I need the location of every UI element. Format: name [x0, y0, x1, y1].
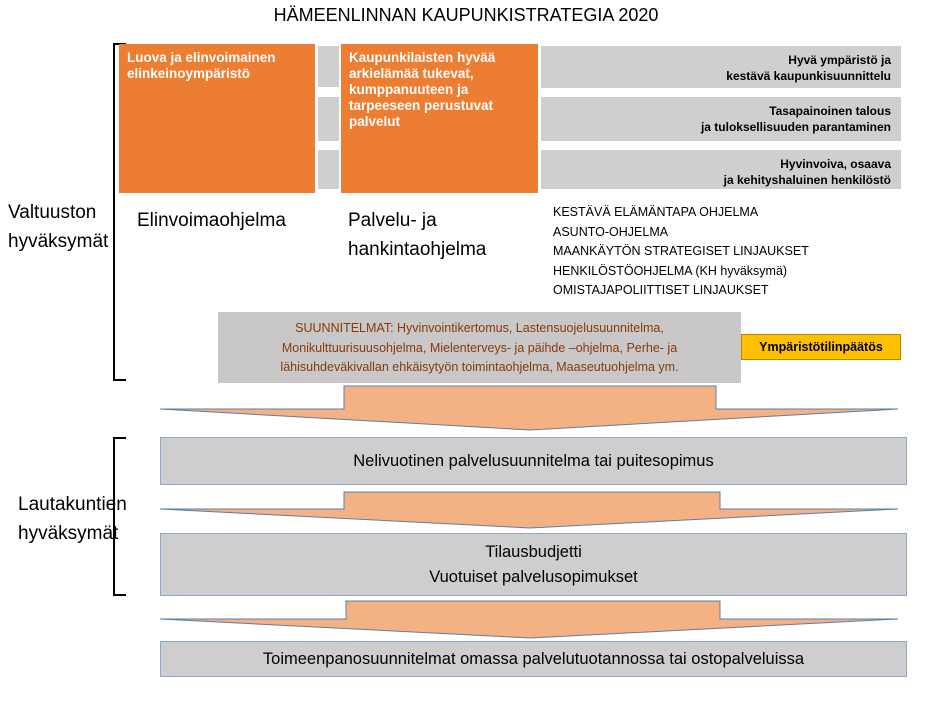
program-service-l1: Palvelu- ja: [348, 210, 437, 231]
four-year-plan-box: [160, 437, 907, 485]
connector-2: [318, 97, 339, 141]
goal-personnel: [541, 150, 901, 189]
goal-services: [341, 44, 538, 193]
flow-arrow-1: [160, 386, 898, 430]
boards-label: [18, 490, 127, 548]
plans-line-1: SUUNNITELMAT: Hyvinvointikertomus, Lastensuojelusuunnitelma,: [295, 321, 664, 335]
goal-personnel-l2: ja kehityshaluinen henkilöstö: [723, 173, 891, 187]
goal-environment-l1: Hyvä ympäristö ja: [788, 53, 891, 67]
list-item: KESTÄVÄ ELÄMÄNTAPA OHJELMA: [553, 205, 759, 219]
connector-3: [318, 150, 339, 189]
plans-line-3: lähisuhdeväkivallan ehkäisytyön toimintaohjelma, Maaseutuohjelma ym.: [280, 360, 679, 374]
program-vitality: Elinvoimaohjelma: [137, 210, 286, 231]
budget-box: [160, 533, 907, 596]
council-label-l2: hyväksymät: [8, 231, 109, 252]
list-item: MAANKÄYTÖN STRATEGISET LINJAUKSET: [553, 244, 809, 258]
goal-economy: [541, 97, 901, 141]
council-label: [8, 198, 108, 256]
program-list: [553, 203, 809, 301]
list-item: HENKILÖSTÖOHJELMA (KH hyväksymä): [553, 263, 788, 278]
boards-label-l1: Lautakuntien: [18, 494, 127, 515]
implementation-text: Toimeenpanosuunnitelmat omassa palvelutuotannossa tai ostopalveluissa: [262, 650, 805, 668]
program-service-l2: hankintaohjelma: [348, 239, 487, 260]
council-label-l1: Valtuuston: [8, 202, 97, 223]
env-report-badge: Ympäristötilinpäätös: [741, 334, 901, 360]
goal-environment: [541, 46, 901, 88]
plans-line-2: Monikulttuurisuusohjelma, Mielenterveys- ja päihde –ohjelma, Perhe- ja: [281, 340, 678, 355]
four-year-plan-text: Nelivuotinen palvelusuunnitelma tai puitesopimus: [353, 452, 714, 470]
boards-label-l2: hyväksymät: [18, 523, 119, 544]
goal-economy-l1: Tasapainoinen talous: [769, 104, 891, 118]
budget-line-2: Vuotuiset palvelusopimukset: [429, 568, 638, 586]
goal-services-text: Kaupunkilaisten hyvää arkielämää tukevat, kumppanuuteen ja tarpeeseen perustuvat palvelut: [349, 50, 496, 129]
goal-economy-l2: ja tuloksellisuuden parantaminen: [700, 120, 891, 134]
flow-arrow-3: [160, 601, 898, 638]
program-service: [348, 206, 486, 264]
implementation-box: [160, 641, 907, 677]
flow-arrow-2: [160, 492, 898, 528]
goal-personnel-l1: Hyvinvoiva, osaava: [780, 157, 891, 171]
list-item: ASUNTO-OHJELMA: [553, 224, 669, 239]
goal-environment-l2: kestävä kaupunkisuunnittelu: [726, 69, 891, 83]
goal-vitality: [119, 44, 315, 193]
page-title: HÄMEENLINNAN KAUPUNKISTRATEGIA 2020: [273, 5, 659, 25]
list-item: OMISTAJAPOLIITTISET LINJAUKSET: [553, 283, 769, 297]
budget-line-1: Tilausbudjetti: [485, 543, 582, 561]
goal-vitality-text: Luova ja elinvoimainen elinkeinoympäristö: [127, 50, 276, 81]
connector-1: [318, 46, 339, 87]
plans-box: [218, 312, 741, 383]
